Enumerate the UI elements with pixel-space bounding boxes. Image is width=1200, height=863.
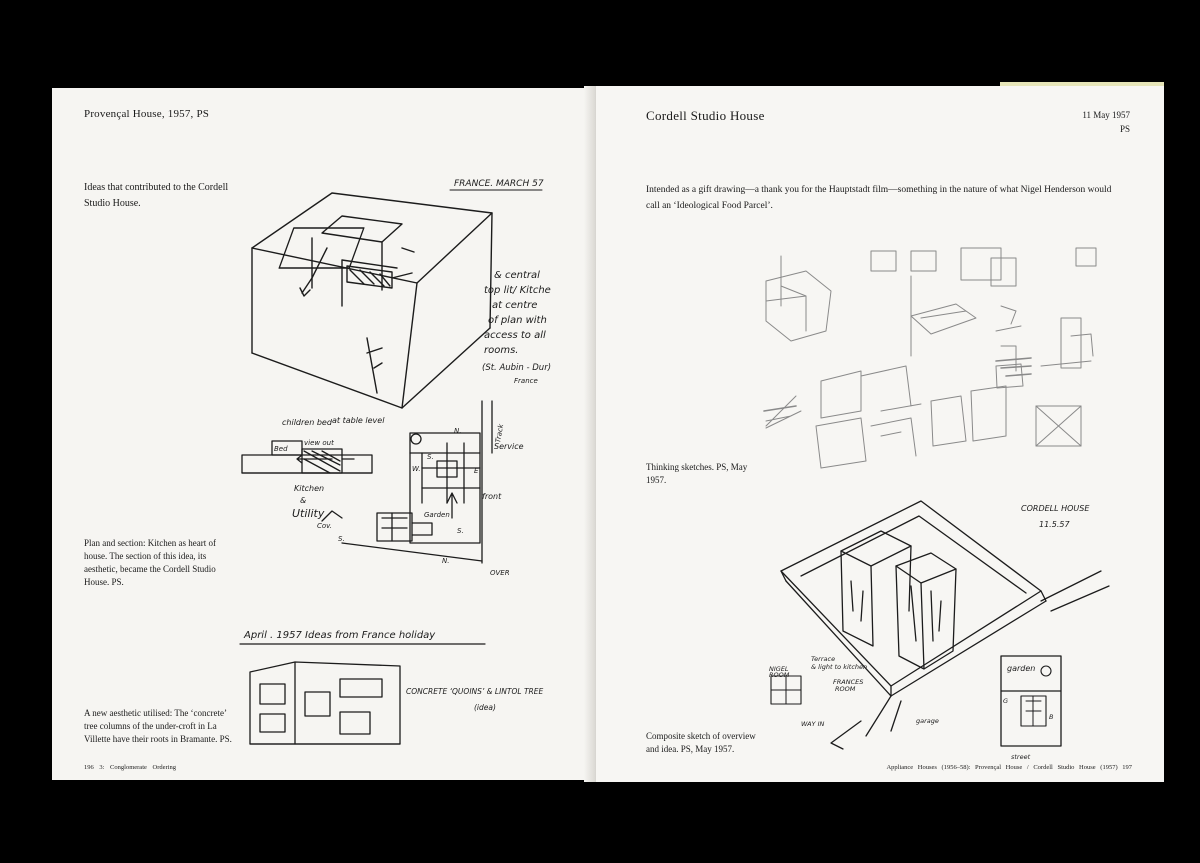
sketch-france-axonometric bbox=[242, 178, 552, 418]
sketch2-label-8: front bbox=[482, 492, 502, 501]
sketch2-label-19: S. bbox=[338, 535, 345, 543]
sketch3-annotation-2: (idea) bbox=[474, 703, 496, 712]
cordell-label-4: ROOM bbox=[835, 685, 856, 693]
cordell-label-10: G bbox=[1003, 697, 1009, 705]
cordell-label-9: street bbox=[1011, 753, 1031, 761]
sketch2-label-15: S. bbox=[457, 527, 464, 535]
sketch-thinking-pencil bbox=[761, 246, 1106, 476]
folio-left bbox=[84, 764, 176, 771]
caption-thinking-sketches: Thinking sketches. PS, May 1957. bbox=[646, 462, 748, 485]
cordell-label-3: FRANCES bbox=[833, 678, 864, 686]
sketch1-note-7: France bbox=[514, 377, 538, 385]
sketch2-label-16: OVER bbox=[490, 569, 510, 577]
cordell-label-2: garden bbox=[1007, 664, 1036, 673]
sketch2-label-13: W. bbox=[412, 465, 421, 473]
title-date: 11 May 1957 bbox=[1082, 110, 1130, 120]
sketch2-label-7: Service bbox=[494, 442, 524, 451]
cordell-label-7: WAY IN bbox=[801, 720, 825, 728]
cordell-label-0: Terrace bbox=[811, 655, 836, 663]
sketch2-label-4: Kitchen bbox=[294, 484, 325, 493]
sketch1-heading: FRANCE. MARCH 57 bbox=[454, 179, 544, 189]
folio-number-left: 196 bbox=[84, 764, 94, 771]
sketch2-label-1: at table level bbox=[332, 416, 385, 425]
sketch-cordell-house bbox=[771, 491, 1111, 761]
right-page bbox=[596, 86, 1164, 782]
sketch1-note-3: of plan with bbox=[488, 315, 547, 326]
title-initials: PS bbox=[1119, 124, 1130, 134]
sketch1-note-5: rooms. bbox=[484, 345, 519, 356]
sketch2-label-14: E bbox=[474, 467, 479, 475]
intro-text-left: Ideas that contributed to the Cordell Studio House. bbox=[84, 182, 229, 209]
cordell-label-5: NIGEL bbox=[769, 665, 789, 673]
sketch2-label-0: children bed bbox=[282, 418, 332, 427]
folio-text-right: Appliance Houses (1956–58): Provençal House / Cordell Studio House (1957) bbox=[886, 764, 1118, 771]
sketch2-label-11: N. bbox=[442, 557, 450, 565]
sketch1-note-2: at centre bbox=[492, 300, 538, 311]
sketch2-label-3: view out bbox=[304, 439, 334, 447]
folio-number-right: 197 bbox=[1122, 764, 1132, 771]
sketch1-note-1: top lit/ Kitche bbox=[484, 285, 551, 296]
caption-plan-section: Plan and section: Kitchen as heart of house. The section of this idea, its aesthetic, became the Cordell Studio House. PS. bbox=[84, 538, 216, 587]
sketch3-heading: April . 1957 Ideas from France holiday bbox=[244, 630, 436, 641]
caption-new-aesthetic: A new aesthetic utilised: The ‘concrete’ tree columns of the under-croft in La Villette have their roots in Bramante. PS. bbox=[84, 708, 232, 744]
folio-right bbox=[886, 764, 1132, 771]
sketch-plan-section bbox=[242, 393, 542, 588]
sketch2-label-5: & bbox=[300, 496, 307, 505]
left-page bbox=[52, 88, 592, 780]
sketch2-label-10: N. bbox=[454, 427, 462, 435]
sketch3-annotation: CONCRETE ‘QUOINS’ & LINTOL TREE bbox=[406, 687, 544, 696]
sketch1-note-4: access to all bbox=[484, 330, 546, 341]
sketch1-note-6: (St. Aubin - Dur) bbox=[482, 363, 552, 373]
cordell-sketch-date: 11.5.57 bbox=[1039, 520, 1070, 529]
cordell-label-8: garage bbox=[916, 717, 939, 725]
sketch2-label-2: Bed bbox=[274, 445, 288, 453]
cordell-label-11: B bbox=[1049, 713, 1054, 721]
sketch2-label-6: Utility bbox=[292, 507, 325, 520]
folio-section-left: 3: Conglomerate Ordering bbox=[99, 764, 176, 771]
sketch-april-elevation bbox=[240, 624, 560, 754]
sketch2-label-18: Cov. bbox=[317, 522, 332, 530]
intro-text-right: Intended as a gift drawing—a thank you for the Hauptstadt film—something in the nature of what Nigel Henderson would call an ‘Ideological Food Parcel’. bbox=[646, 185, 1112, 211]
caption-composite-sketch: Composite sketch of overview and idea. PS, May 1957. bbox=[646, 731, 756, 754]
running-head-left: Provençal House, 1957, PS bbox=[84, 108, 210, 120]
sketch2-label-12: S. bbox=[427, 453, 434, 461]
cordell-label-6: ROOM bbox=[769, 671, 790, 679]
cordell-label-1: & light to kitchen bbox=[811, 663, 868, 671]
cordell-sketch-heading: CORDELL HOUSE bbox=[1021, 504, 1090, 513]
sketch2-label-9: Garden bbox=[424, 511, 450, 519]
sketch2-label-17: Track bbox=[494, 423, 506, 444]
page-title: Cordell Studio House bbox=[646, 108, 765, 123]
sketch1-note-0: & central bbox=[494, 270, 540, 281]
